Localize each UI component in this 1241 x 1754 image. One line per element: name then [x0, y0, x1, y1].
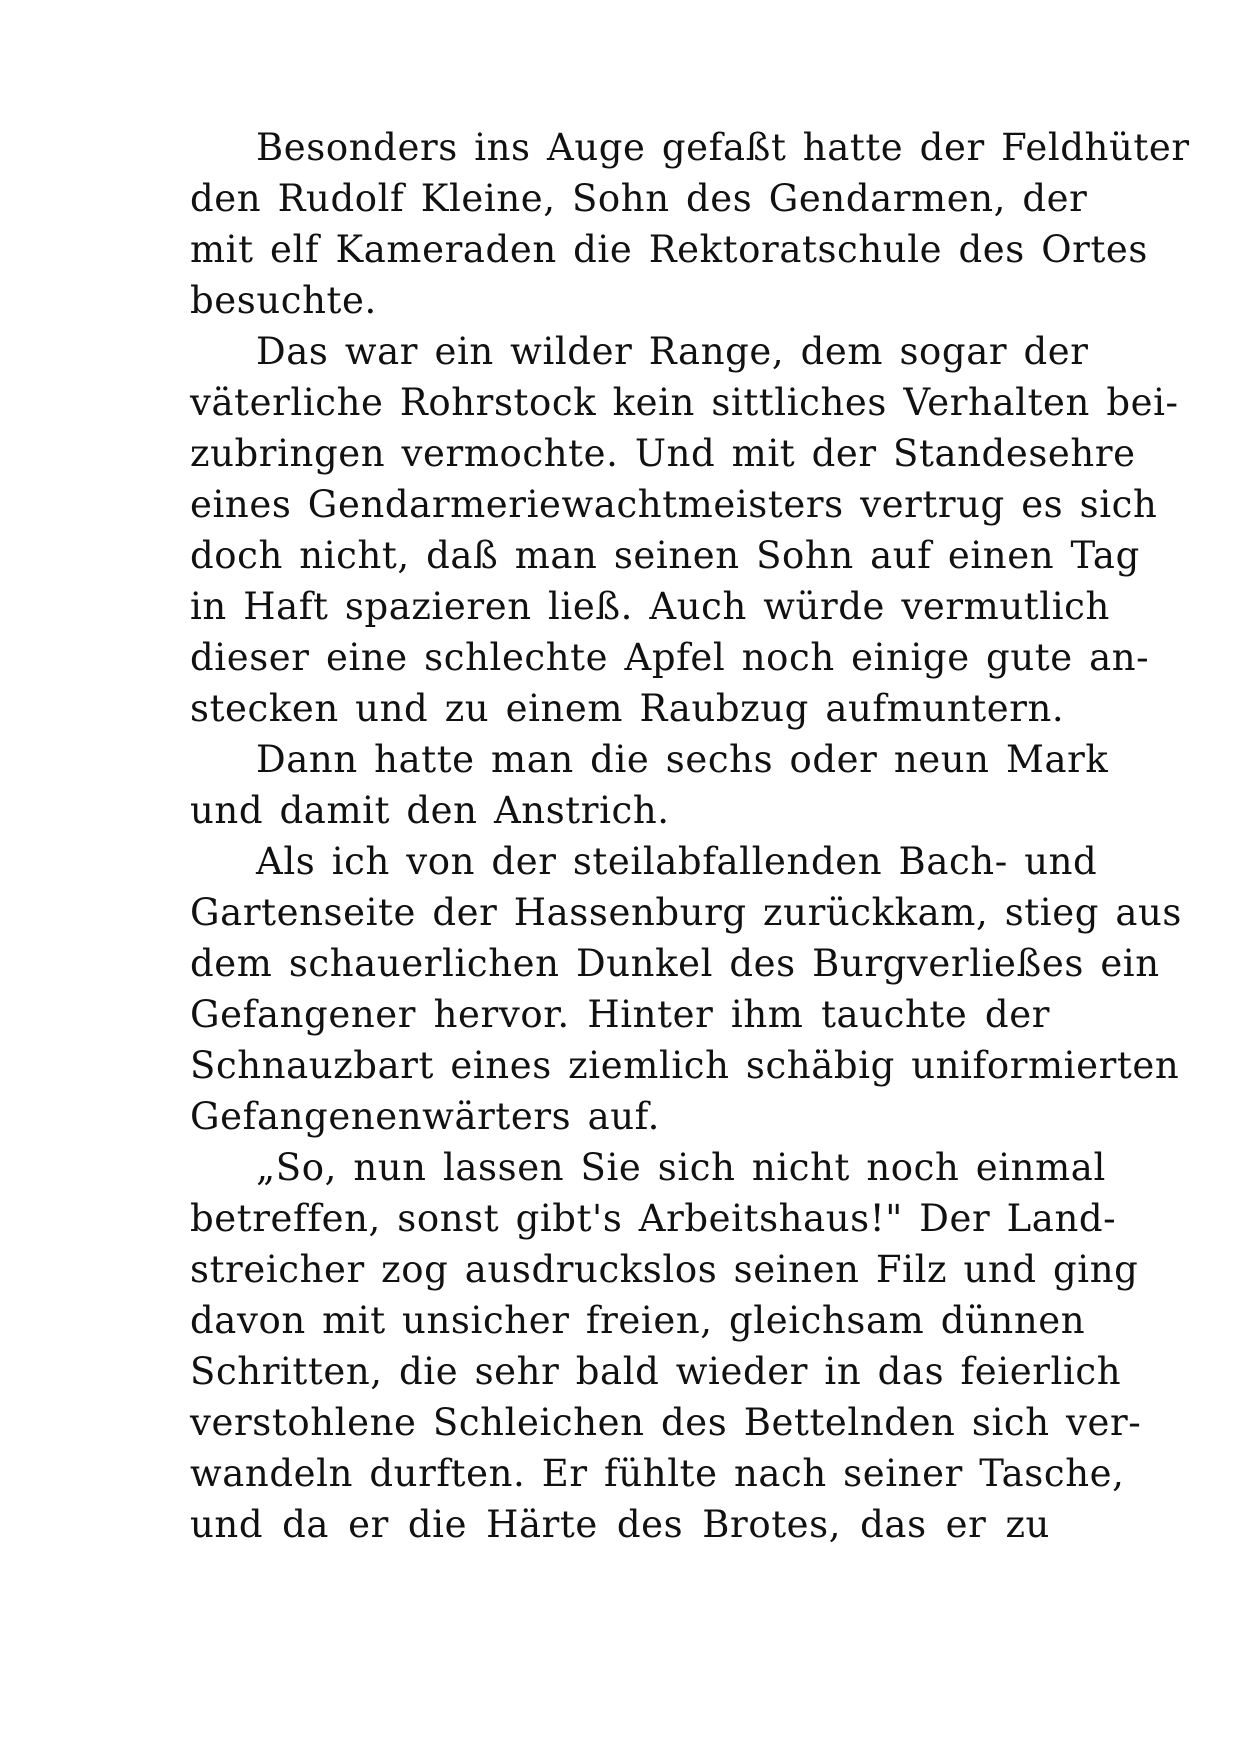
text-line: „So, nun lassen Sie sich nicht noch einmal [256, 1146, 1106, 1189]
paragraph-2 [190, 326, 1179, 734]
text-line: Schnauzbart eines ziemlich schäbig uniformierten [190, 1044, 1180, 1087]
paragraph-5 [190, 1142, 1142, 1550]
text-line: dieser eine schlechte Apfel noch einige gute an- [190, 636, 1150, 679]
text-line: den Rudolf Kleine, Sohn des Gendarmen, der [190, 177, 1088, 220]
text-line: betreffen, sonst gibt's Arbeitshaus!" Der Land- [190, 1197, 1117, 1240]
text-line: Als ich von der steilabfallenden Bach- und [256, 840, 1098, 883]
text-line: streicher zog ausdruckslos seinen Filz und ging [190, 1248, 1139, 1291]
page-body-text [190, 122, 1190, 1550]
text-line: mit elf Kameraden die Rektoratschule des Ortes [190, 228, 1149, 271]
text-line: zubringen vermochte. Und mit der Standesehre [190, 432, 1136, 475]
text-line: wandeln durften. Er fühlte nach seiner Tasche, [190, 1452, 1125, 1495]
text-line: Besonders ins Auge gefaßt hatte der Feldhüter [256, 126, 1190, 169]
text-line: davon mit unsicher freien, gleichsam dünnen [190, 1299, 1086, 1342]
text-line: eines Gendarmeriewachtmeisters vertrug es sich [190, 483, 1158, 526]
text-line: und damit den Anstrich. [190, 789, 670, 832]
text-line: Gartenseite der Hassenburg zurückkam, stieg aus [190, 891, 1183, 934]
text-line: väterliche Rohrstock kein sittliches Verhalten bei- [190, 381, 1179, 424]
text-line: Gefangenenwärters auf. [190, 1095, 661, 1138]
text-line: in Haft spazieren ließ. Auch würde vermutlich [190, 585, 1110, 628]
text-line: Gefangener hervor. Hinter ihm tauchte der [190, 993, 1050, 1036]
paragraph-3 [190, 734, 1109, 836]
text-line: Dann hatte man die sechs oder neun Mark [256, 738, 1109, 781]
paragraph-4 [190, 836, 1183, 1142]
text-line: und da er die Härte des Brotes, das er zu [190, 1503, 1050, 1546]
text-line: Das war ein wilder Range, dem sogar der [256, 330, 1089, 373]
text-line: dem schauerlichen Dunkel des Burgverließes ein [190, 942, 1160, 985]
text-line: verstohlene Schleichen des Bettelnden sich ver- [190, 1401, 1142, 1444]
text-line: besuchte. [190, 279, 377, 322]
text-line: Schritten, die sehr bald wieder in das feierlich [190, 1350, 1122, 1393]
text-line: doch nicht, daß man seinen Sohn auf einen Tag [190, 534, 1140, 577]
paragraph-1 [190, 122, 1190, 326]
text-line: stecken und zu einem Raubzug aufmuntern. [190, 687, 1065, 730]
